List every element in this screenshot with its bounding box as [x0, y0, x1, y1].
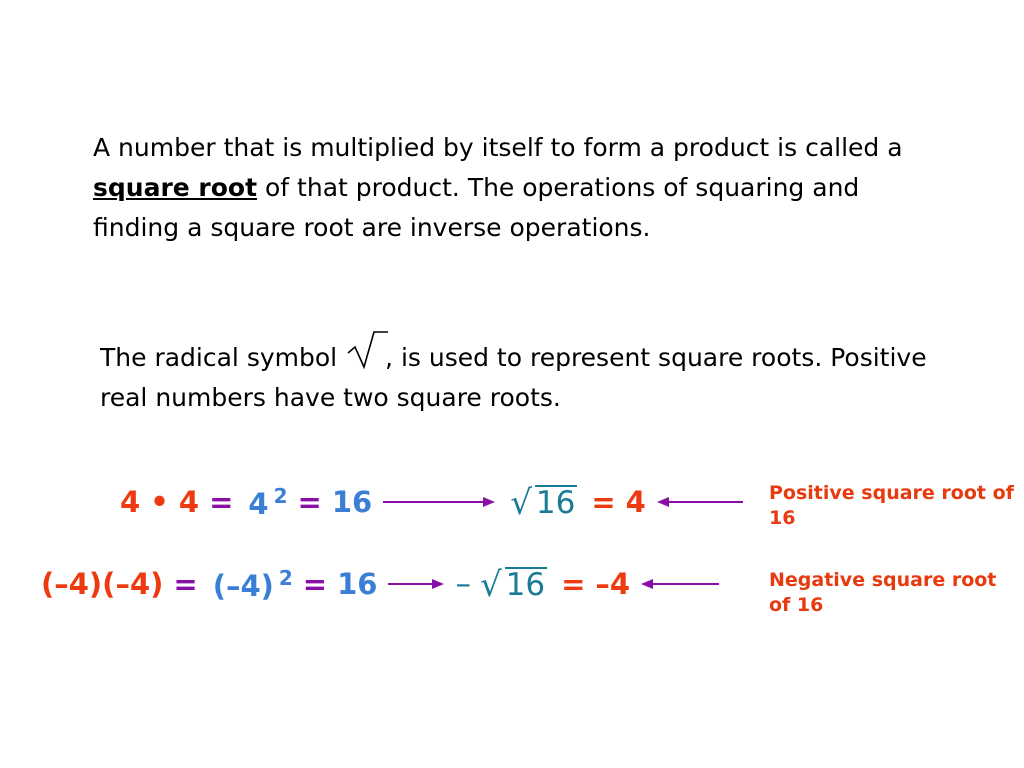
eq2-equals-1: = [173, 567, 198, 602]
eq2-arrow-right-icon [388, 576, 444, 592]
eq1-arrow-left-icon [657, 494, 747, 510]
equation-row-negative [36, 565, 729, 606]
eq1-radical-expression [505, 483, 582, 524]
paragraph-1-after-bold: of that product. The operations of squaring and finding a square root are inverse operations. [93, 173, 860, 242]
eq1-equals-3: = [591, 485, 616, 520]
callout-negative-root: Negative square root of 16 [769, 569, 997, 616]
eq2-product: 16 [337, 567, 378, 602]
paragraph-radical-symbol [100, 338, 960, 418]
eq2-radicand: 16 [505, 567, 546, 604]
eq2-power-exponent: 2 [278, 566, 293, 590]
eq1-power [243, 484, 287, 521]
eq2-negative-sign: – [455, 566, 471, 603]
paragraph-definition [93, 128, 953, 248]
paragraph-1-before-bold: A number that is multiplied by itself to form a product is called a [93, 133, 903, 162]
paragraph-2-after-symbol: , is used to represent square roots. Positive real numbers have two square roots. [100, 343, 927, 412]
eq1-arrow-right-icon [383, 494, 495, 510]
radical-symbol-icon [345, 365, 385, 366]
eq1-radicand: 16 [535, 485, 576, 522]
eq2-power-base: (–4) [212, 568, 274, 603]
eq1-equals-2: = [297, 485, 322, 520]
eq1-factors: 4 • 4 [120, 485, 200, 520]
eq1-result: 4 [625, 485, 646, 520]
eq2-power [208, 566, 293, 603]
term-square-root: square root [93, 173, 258, 202]
eq2-radical-sign: √ [479, 565, 502, 606]
eq1-radical-sign: √ [510, 483, 532, 524]
eq2-factors: (–4)(–4) [41, 567, 164, 602]
eq1-power-base: 4 [248, 486, 269, 521]
eq2-equals-2: = [302, 567, 328, 602]
eq1-product: 16 [331, 485, 373, 520]
eq2-result: –4 [595, 567, 631, 602]
equation-row-positive [115, 483, 753, 524]
eq1-equals-1: = [209, 485, 234, 520]
eq1-power-exponent: 2 [273, 484, 288, 508]
eq2-equals-3: = [561, 567, 586, 602]
callout-positive-root: Positive square root of 16 [769, 482, 1014, 529]
eq2-arrow-left-icon [641, 576, 723, 592]
paragraph-2-before-symbol: The radical symbol [100, 343, 346, 372]
eq2-radical-expression [475, 565, 552, 606]
